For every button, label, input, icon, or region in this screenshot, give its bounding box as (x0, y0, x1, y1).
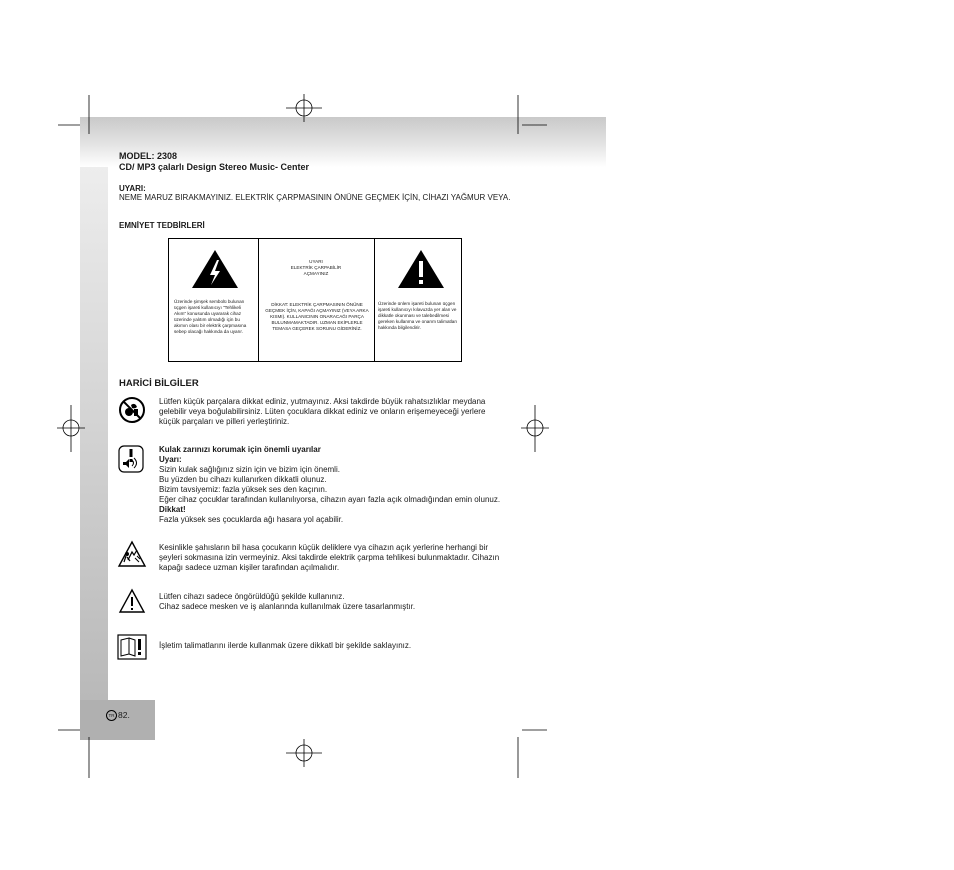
exclamation-warning-icon (396, 248, 446, 290)
lightning-description: Üzerinde şimşek sembolü bulunan üçgen işareti kullanıcıyı "Tehlikeli Akım" konusunda uyararak cihaz üzerinde yalıtım olmadığı için bu akımın olası bir elektrik çarpmasına sebep olacağı hakkında da uyarır. (174, 299, 247, 334)
info-block-1: Lütfen küçük parçalara dikkat ediniz, yutmayınız. Aksi takdirde büyük rahatsızlıklar meydana gelebilir veya boğulabilirsiniz. Lüten çocuklara dikkat ediniz ve onların erişemeyeceği yerlere küçük parçaları ve pilleri yerleştiriniz. (159, 397, 486, 426)
hearing-warning-icon (118, 445, 144, 473)
info-block-4: Lütfen cihazı sadece öngörüldüğü şekilde kullanınız. Cihaz sadece mesken ve iş alanlarında kullanılmak üzere tasarlanmıştır. (159, 592, 416, 611)
warning-text: NEME MARUZ BIRAKMAYINIZ. ELEKTRİK ÇARPMASININ ÖNÜNE GEÇMEK İÇİN, CİHAZI YAĞMUR VEYA. (119, 193, 511, 202)
info-block-2: Kulak zarınızı korumak için önemli uyarılar Uyarı: Sizin kulak sağlığınız sizin için ve bizim için önemli. Bu yüzden bu cihazı kullanırken dikkatli olunuz. Bizim tavsiyemiz: fazla yüksek ses den kaçının. Eğer cihaz çocuklar tarafından kullanılıyorsa, cihazın ayarı fazla açık olmadığından emin olunuz. Dikkat! Fazla yüksek ses çocuklarda ağı hasara yol açabilir. (159, 445, 501, 524)
caution-icon (118, 588, 146, 614)
info-block-5: İşletim talimatlarını ilerde kullanmak üzere dikkatl bir şekilde saklayınız. (159, 641, 412, 650)
center-warning-bottom: DİKKAT: ELEKTRİK ÇARPMASININ ÖNÜNE GEÇMEK İÇİN, KAPAĞI AÇMAYINIZ (VEYA ARKA KISMI). KULLANICININ ONARACAĞI PARÇA BULUNMAMAKTADIR. UZMAN EKİPLERLE TEMASA GEÇEREK SORUNU GİDERİNİZ. (265, 302, 369, 331)
electric-shock-icon (117, 540, 147, 568)
product-name: CD/ MP3 çalarlı Design Stereo Music- Center (119, 162, 310, 172)
center-warning-top: UYARI ELEKTRİK ÇARPABİLİR AÇMAYINIZ (290, 259, 342, 276)
no-small-parts-icon (118, 396, 146, 424)
safety-title: EMNİYET TEDBİRLERİ (119, 221, 205, 230)
box-divider (374, 238, 375, 362)
language-badge: TR (106, 710, 117, 721)
exclamation-description: Üzerinde ünlem işareti bulunan üçgen işareti kullanıcıyı kılavuzda yer alan ve dikkatle okunması ve talebedilmesi gereken kullanma ve onarım talimatları hakkında bilgilendirir. (378, 301, 458, 330)
warning-label: UYARI: (119, 184, 146, 193)
info-title: HARİCİ BİLGİLER (119, 378, 199, 389)
box-divider (258, 238, 259, 362)
page-number: 82. (118, 710, 130, 720)
manual-book-icon (117, 634, 147, 660)
model-number: MODEL: 2308 (119, 151, 178, 161)
info-block-3: Kesinlikle şahısların bil hasa çocukarın küçük deliklere vya cihazın açık yerlerine herhangi bir şeyleri sokmasına izin vermeyiniz. Aksi takdirde elektrik çarpma tehlikesi bulunmaktadır. Cihazın kapağı sadece uzman kişiler tarafından açılmalıdır. (159, 543, 500, 572)
lightning-warning-icon (190, 248, 240, 290)
